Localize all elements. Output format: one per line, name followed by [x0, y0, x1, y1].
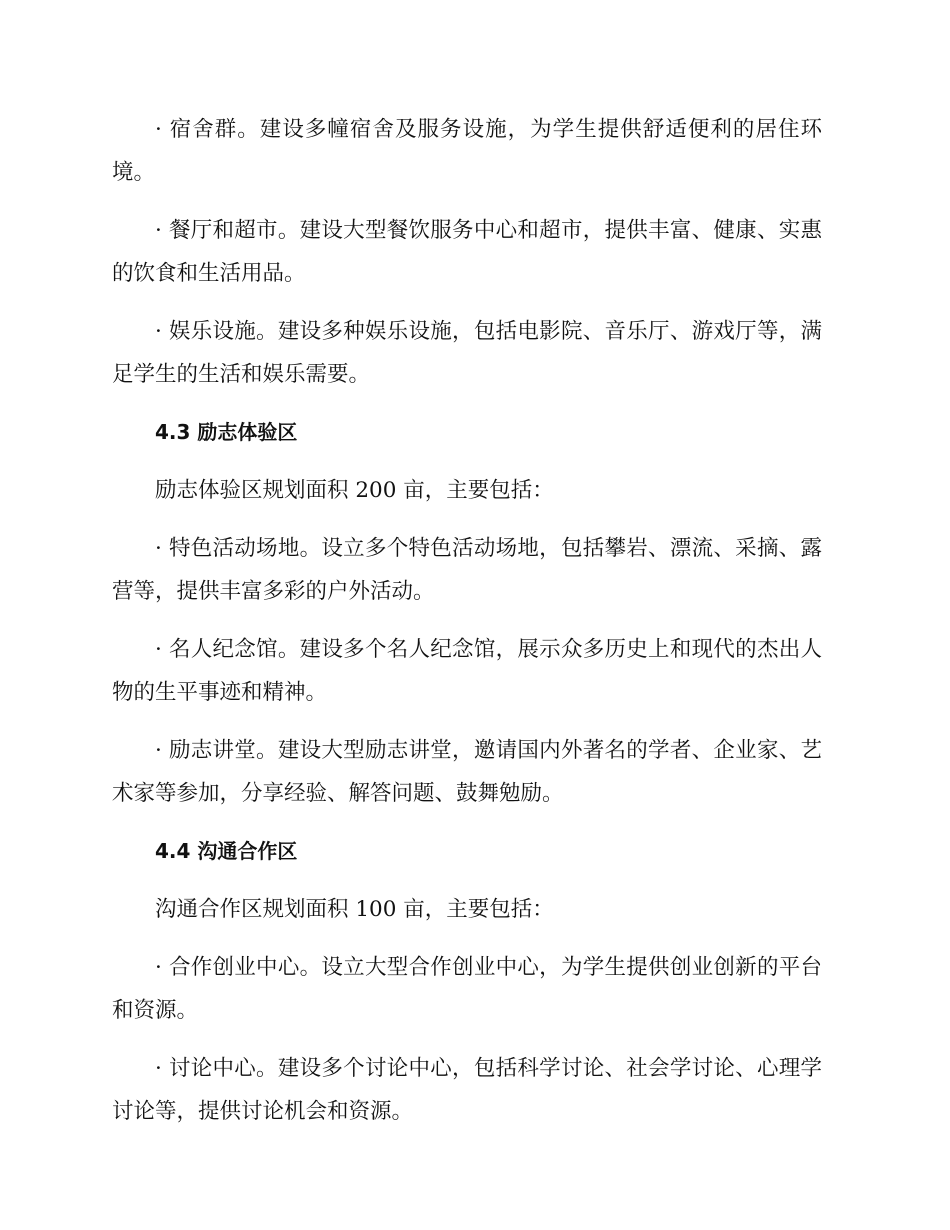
- section-intro-4-4: 沟通合作区规划面积 100 亩，主要包括：: [155, 897, 554, 922]
- bullet-restaurant-supermarket: · 餐厅和超市。建设大型餐饮服务中心和超市，提供丰富、健康、实惠的饮食和生活用品。: [112, 218, 822, 286]
- bullet-lecture-hall: · 励志讲堂。建设大型励志讲堂，邀请国内外著名的学者、企业家、艺术家等参加，分享经验、解答问题、鼓舞勉励。: [112, 738, 822, 806]
- section-heading-4-4: 4.4 沟通合作区: [155, 839, 298, 863]
- document-body: [112, 108, 822, 1148]
- bullet-dormitory: · 宿舍群。建设多幢宿舍及服务设施，为学生提供舒适便利的居住环境。: [112, 117, 822, 185]
- bullet-activity-venues: · 特色活动场地。设立多个特色活动场地，包括攀岩、漂流、采摘、露营等，提供丰富多彩的户外活动。: [112, 536, 822, 604]
- bullet-entertainment: · 娱乐设施。建设多种娱乐设施，包括电影院、音乐厅、游戏厅等，满足学生的生活和娱乐需要。: [112, 319, 822, 387]
- bullet-discussion-center: · 讨论中心。建设多个讨论中心，包括科学讨论、社会学讨论、心理学讨论等，提供讨论机会和资源。: [112, 1056, 822, 1124]
- bullet-startup-center: · 合作创业中心。设立大型合作创业中心，为学生提供创业创新的平台和资源。: [112, 955, 822, 1023]
- bullet-memorial-hall: · 名人纪念馆。建设多个名人纪念馆，展示众多历史上和现代的杰出人物的生平事迹和精神。: [112, 637, 822, 705]
- section-heading-4-3: 4.3 励志体验区: [155, 420, 298, 444]
- section-intro-4-3: 励志体验区规划面积 200 亩，主要包括：: [155, 478, 554, 503]
